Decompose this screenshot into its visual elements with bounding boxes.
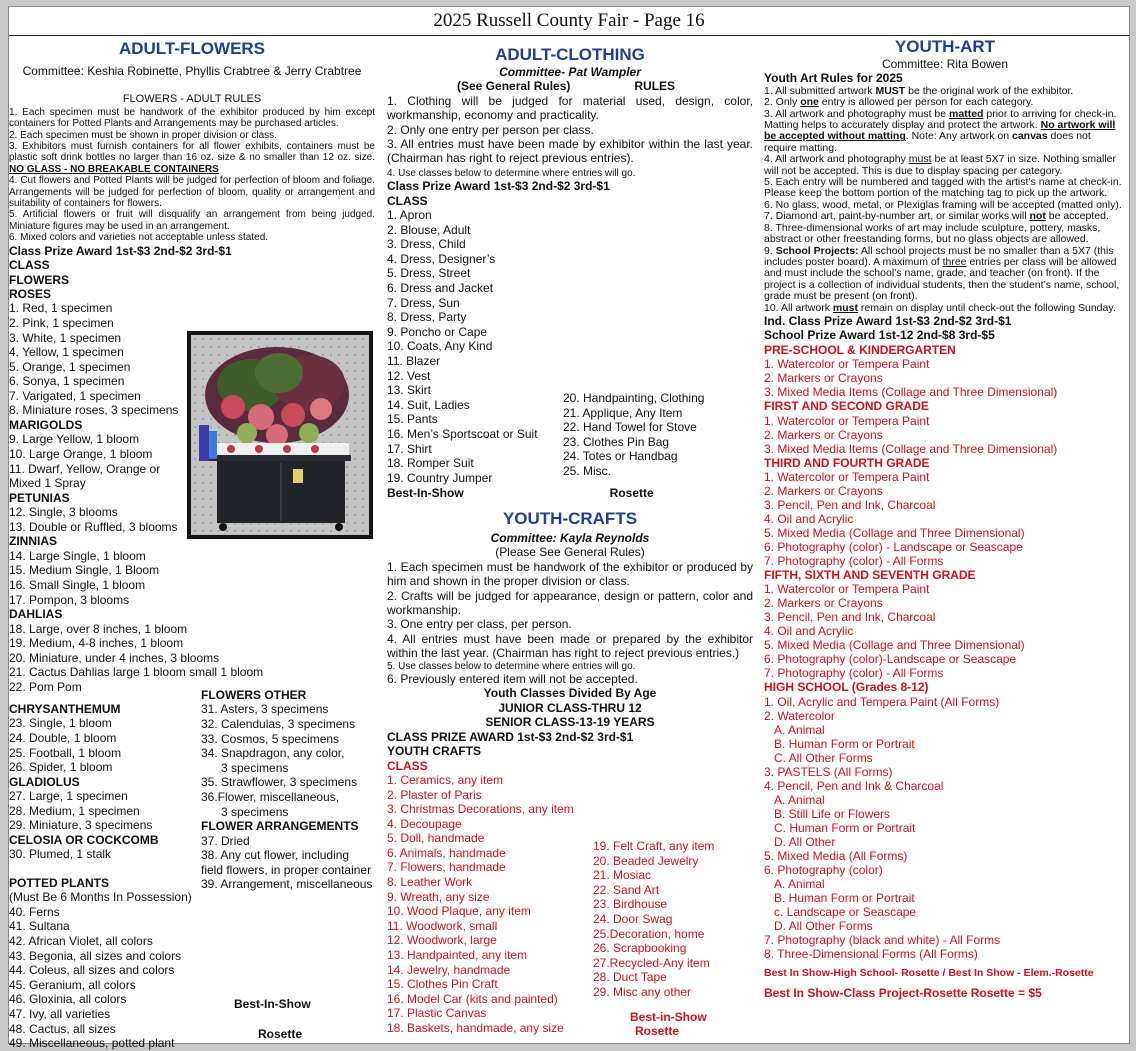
list-item: 8. Dress, Party: [387, 310, 467, 325]
list-item: 3. Pencil, Pen and Ink, Charcoal: [764, 497, 936, 512]
list-item: 38. Any cut flower, including: [201, 848, 350, 863]
list-item: D. All Other: [774, 834, 836, 849]
crafts-rule-3: 3. One entry per class, per person.: [387, 617, 572, 632]
list-item: 37. Dried: [201, 833, 250, 848]
list-item: 17. Pompon, 3 blooms: [9, 592, 130, 607]
list-item: 14. Jewelry, handmade: [387, 962, 511, 977]
flowers-other-list: [201, 702, 375, 819]
clothing-rule-3: 3. All entries must have been made by exhibitor within the last year. (Chairman has right to reject previous entries).: [387, 137, 753, 166]
marigolds-heading: MARIGOLDS: [9, 418, 83, 433]
clothing-rule-4: 4. Use classes below to determine where entries will go.: [387, 167, 636, 179]
art-ind-prize: Ind. Class Prize Award 1st-$3 2nd-$2 3rd-$1: [764, 313, 1012, 328]
list-item: B. Human Form or Portrait: [774, 890, 915, 905]
celosia-heading: CELOSIA OR COCKCOMB: [9, 832, 159, 847]
flowers-rule-2: 2. Each specimen must be shown in proper division or class.: [9, 129, 277, 141]
list-item: 22. Hand Towel for Stove: [563, 420, 697, 435]
list-item: 20. Miniature, under 4 inches, 3 blooms: [9, 650, 220, 665]
list-item: 7. Dress, Sun: [387, 295, 460, 310]
list-item: 21. Mosiac: [593, 868, 652, 883]
list-item: 1. Watercolor or Tempera Paint: [764, 357, 930, 372]
list-item: 3 specimens: [221, 804, 289, 819]
flower-arrangement-photo: [187, 331, 373, 539]
list-item: 3. Dress, Child: [387, 237, 466, 252]
list-item: 15. Medium Single, 1 Bloom: [9, 563, 160, 578]
list-item: 7. Photography (black and white) - All Forms: [764, 932, 1001, 947]
crafts-best-in-show: Best-in-Show: [630, 1010, 707, 1024]
list-item: 4. Oil and Acrylic: [764, 511, 854, 526]
flowers-rule-5: 5. Artificial flowers or fruit will disqualify an arrangement from being judged. Miniature figures may be used in an arrangement.: [9, 209, 375, 232]
list-item: 2. Watercolor: [764, 708, 835, 723]
list-item: 45. Geranium, all colors: [9, 977, 136, 992]
art-rule-7: 7. Diamond art, paint-by-number art, or similar works will not be accepted.: [764, 210, 1109, 223]
clothing-list-right: [563, 391, 753, 479]
list-item: 21. Cactus Dahlias large 1 bloom small 1 bloom: [9, 665, 264, 680]
list-item: 25. Misc.: [563, 463, 612, 478]
art-rule-3: 3. All artwork and photography must be matted prior to arriving for check-in. Matting helps to accurately display and protect the artwork. No artwork will be accepted without matting. Note: Any artwork on canvas does not require matting.: [764, 107, 1117, 154]
potted-plants-list: [9, 905, 199, 1051]
high-school-heading: HIGH SCHOOL (Grades 8-12): [764, 680, 929, 695]
list-item: 3 specimens: [221, 760, 289, 775]
art-rule-4: 4. All artwork and photography must be at least 5X7 in size. Nothing smaller will not be accepted. This is due to display spacing per category.: [764, 153, 1116, 177]
list-item: 47. Ivy, all varieties: [9, 1006, 111, 1021]
crafts-rule-4: 4. All entries must have been made or prepared by the exhibitor within the last year. (Chairman has right to reject previous entries.): [387, 631, 753, 661]
senior-class: SENIOR CLASS-13-19 YEARS: [485, 715, 655, 730]
best-in-show-school: Best In Show-High School- Rosette / Best In Show - Elem.-Rosette: [764, 966, 1094, 979]
flowers-rule-4: 4. Cut flowers and Potted Plants will be judged for perfection of bloom and foliage. Arrangements will be judged for perfection of bloom, quality or arrangement and suitability of containers for flowers.: [9, 175, 375, 210]
list-item: 31. Asters, 3 specimens: [201, 702, 329, 717]
page-title: 2025 Russell County Fair - Page 16: [9, 7, 1129, 36]
list-item: 16. Model Car (kits and painted): [387, 991, 558, 1006]
flower-arrangements-list: [201, 834, 375, 892]
list-item: 1. Ceramics, any item: [387, 772, 504, 787]
list-item: 25. Football, 1 bloom: [9, 745, 122, 760]
list-item: 7. Photography (color) - All Forms: [764, 553, 944, 568]
list-item: 15. Pants: [387, 412, 438, 427]
list-item: 1. Apron: [387, 208, 432, 223]
list-item: 23. Birdhouse: [593, 897, 668, 912]
list-item: 12. Vest: [387, 368, 431, 383]
list-item: c. Landscape or Seascape: [774, 904, 917, 919]
adult-flowers-column: [9, 35, 375, 1051]
flowers-rules-heading: FLOWERS - ADULT RULES: [122, 93, 262, 106]
art-rule-6: 6. No glass, wood, metal, or Plexiglas framing will be accepted (matted only).: [764, 198, 1122, 211]
list-item: 6. Photography (color): [764, 862, 883, 877]
list-item: 14. Suit, Ladies: [387, 397, 470, 412]
crafts-committee: Committee: Kayla Reynolds: [490, 531, 650, 545]
clothing-rule-2: 2. Only one entry per person per class.: [387, 122, 594, 137]
art-rule-8: 8. Three-dimensional works of art may include sculpture, pottery, masks, abstract or other freestanding forms, but no glass objects are allowed.: [764, 221, 1101, 246]
list-item: 4. Dress, Designer’s: [387, 251, 496, 266]
list-item: 6. Animals, handmade: [387, 845, 506, 860]
preschool-list: [764, 357, 1126, 399]
third-fourth-list: [764, 470, 1126, 568]
list-item: 28. Medium, 1 specimen: [9, 803, 140, 818]
list-item: field flowers, in proper container: [201, 862, 372, 877]
fair-page: [8, 6, 1130, 1051]
list-item: 8. Leather Work: [387, 875, 473, 890]
list-item: 2. Pink, 1 specimen: [9, 315, 114, 330]
list-item: 41. Sultana: [9, 919, 70, 934]
list-item: 19. Medium, 4-8 inches, 1 bloom: [9, 636, 184, 651]
celosia-list: [9, 847, 199, 862]
list-item: 7. Varigated, 1 specimen: [9, 388, 141, 403]
list-item: 15. Clothes Pin Craft: [387, 977, 498, 992]
third-fourth-heading: THIRD AND FOURTH GRADE: [764, 455, 930, 470]
list-item: 3. Mixed Media Items (Collage and Three Dimensional): [764, 441, 1058, 456]
list-item: 4. Yellow, 1 specimen: [9, 345, 124, 360]
flowers-rule-3: 3. Exhibitors must furnish containers for all flower exhibits, containers must be plastic soft drink bottles no larger than 16 oz. size & no smaller than 12 oz. size. NO GLASS - NO BREAKABLE CONTAINERS: [9, 141, 375, 175]
crafts-rule-6: 6. Previously entered item will not be accepted.: [387, 672, 638, 687]
adult-clothing-column: [387, 35, 753, 1043]
crafts-class-label: CLASS: [387, 758, 428, 773]
list-item: 3. PASTELS (All Forms): [764, 764, 893, 779]
list-item: 25.Decoration, home: [593, 926, 705, 941]
list-item: 2. Plaster of Paris: [387, 787, 482, 802]
list-item: Mixed 1 Spray: [9, 476, 86, 491]
list-item: C. All Other Forms: [774, 750, 873, 765]
list-item: 1. Red, 1 specimen: [9, 301, 113, 316]
art-rule-5: 5. Each entry will be numbered and tagged with the artist’s name at check-in. Please keep the bottom portion of the matching tag to pick up the artwork.: [764, 176, 1122, 200]
list-item: 4. Pencil, Pen and Ink & Charcoal: [764, 778, 944, 793]
list-item: A. Animal: [774, 792, 825, 807]
list-item: 5. Doll, handmade: [387, 831, 485, 846]
dahlias-list: [9, 622, 375, 695]
youth-art-heading: YOUTH-ART: [894, 37, 996, 56]
art-committee: Committee: Rita Bowen: [881, 57, 1009, 71]
list-item: 3. White, 1 specimen: [9, 330, 122, 345]
list-item: 12. Woodwork, large: [387, 933, 497, 948]
potted-plants-note: (Must Be 6 Months In Possession): [9, 890, 192, 905]
list-item: 7. Photography (color) - All Forms: [764, 666, 944, 681]
list-item: 33. Cosmos, 5 specimens: [201, 731, 340, 746]
list-item: 4. Decoupage: [387, 816, 462, 831]
flowers-committee: Committee: Keshia Robinette, Phyllis Crabtree & Jerry Crabtree: [22, 64, 362, 78]
list-item: 6. Photography (color) - Landscape or Seascape: [764, 539, 1023, 554]
list-item: 16. Small Single, 1 bloom: [9, 578, 146, 593]
clothing-rule-1: 1. Clothing will be judged for material used, design, color, workmanship, economy and practicality.: [387, 93, 753, 123]
flowers-other-heading: FLOWERS OTHER: [201, 688, 307, 702]
list-item: 3. Mixed Media Items (Collage and Three Dimensional): [764, 385, 1058, 400]
list-item: 1. Oil, Acrylic and Tempera Paint (All Forms): [764, 694, 1000, 709]
list-item: 1. Watercolor or Tempera Paint: [764, 469, 930, 484]
art-rule-2: 2. Only one entry is allowed per person for each category.: [764, 96, 1034, 109]
list-item: 5. Mixed Media (All Forms): [764, 848, 908, 863]
list-item: 48. Cactus, all sizes: [9, 1021, 116, 1036]
list-item: 43. Begonia, all sizes and colors: [9, 948, 182, 963]
flower-arrangements-heading: FLOWER ARRANGEMENTS: [201, 819, 359, 834]
first-second-heading: FIRST AND SECOND GRADE: [764, 399, 929, 414]
list-item: 18. Romper Suit: [387, 456, 474, 471]
art-rules-title: Youth Art Rules for 2025: [764, 71, 903, 86]
clothing-class-label: CLASS: [387, 193, 428, 208]
dahlias-heading: DAHLIAS: [9, 607, 63, 622]
flowers-rule-6: 6. Mixed colors and varieties not acceptable unless stated.: [9, 232, 269, 244]
list-item: 3. Christmas Decorations, any item: [387, 802, 574, 817]
list-item: A. Animal: [774, 722, 825, 737]
list-item: 9. Poncho or Cape: [387, 324, 488, 339]
list-item: 20. Handpainting, Clothing: [563, 391, 705, 405]
potted-plants-heading: POTTED PLANTS: [9, 875, 110, 890]
no-glass-notice: NO GLASS - NO BREAKABLE CONTAINERS: [9, 163, 219, 175]
list-item: 9. Wreath, any size: [387, 889, 490, 904]
list-item: 13. Double or Ruffled, 3 blooms: [9, 519, 178, 534]
list-item: 26. Spider, 1 bloom: [9, 760, 113, 775]
list-item: 2. Markers or Crayons: [764, 483, 883, 498]
list-item: 24. Totes or Handbag: [563, 449, 678, 464]
junior-class: JUNIOR CLASS-THRU 12: [498, 700, 642, 715]
list-item: 26. Scrapbooking: [593, 941, 687, 956]
flowers-rosette: Rosette: [258, 1027, 303, 1041]
list-item: 19. Felt Craft, any item: [593, 839, 715, 853]
list-item: 20. Beaded Jewelry: [593, 853, 699, 868]
crafts-rosette: Rosette: [635, 1024, 680, 1038]
list-item: 5. Mixed Media (Collage and Three Dimensional): [764, 525, 1025, 540]
list-item: 9. Large Yellow, 1 bloom: [9, 432, 140, 447]
list-item: 49. Miscellaneous, potted plant: [9, 1036, 175, 1051]
list-item: 46. Gloxinia, all colors: [9, 992, 127, 1007]
flowers-class-label: CLASS: [9, 258, 50, 273]
fifth-seventh-list: [764, 582, 1126, 680]
list-item: 23. Clothes Pin Bag: [563, 434, 670, 449]
list-item: B. Human Form or Portrait: [774, 736, 915, 751]
adult-clothing-heading: ADULT-CLOTHING: [495, 45, 645, 64]
crafts-rule-5: 5. Use classes below to determine where entries will go.: [387, 660, 636, 672]
best-in-show-project: Best In Show-Class Project-Rosette Rosette = $5: [764, 985, 1042, 1000]
list-item: 22. Pom Pom: [9, 680, 82, 694]
list-item: 5. Mixed Media (Collage and Three Dimensional): [764, 638, 1025, 653]
list-item: 10. Coats, Any Kind: [387, 339, 493, 354]
crafts-list-right: [593, 839, 753, 1000]
list-item: 24. Door Swag: [593, 911, 673, 926]
youth-art-column: [764, 35, 1126, 1043]
list-item: 30. Plumed, 1 stalk: [9, 847, 112, 862]
list-item: 8. Miniature roses, 3 specimens: [9, 403, 179, 418]
flowers-label: FLOWERS: [9, 272, 69, 287]
clothing-best-in-show: Best-In-Show Rosette: [387, 486, 654, 501]
list-item: 24. Double, 1 bloom: [9, 731, 117, 745]
list-item: 2. Markers or Crayons: [764, 427, 883, 442]
flower-cart-image: [191, 335, 369, 535]
first-second-list: [764, 414, 1126, 456]
preschool-heading: PRE-SCHOOL & KINDERGARTEN: [764, 342, 956, 357]
art-school-prize: School Prize Award 1st-12 2nd-$8 3rd-$5: [764, 328, 995, 343]
list-item: 17. Plastic Canvas: [387, 1006, 487, 1021]
flowers-best-in-show: Best-In-Show: [234, 997, 311, 1011]
petunias-heading: PETUNIAS: [9, 490, 70, 505]
list-item: 13. Handpainted, any item: [387, 948, 528, 963]
list-item: 4. Oil and Acrylic: [764, 624, 854, 639]
list-item: 10. Large Orange, 1 bloom: [9, 447, 153, 462]
gladiolus-heading: GLADIOLUS: [9, 774, 80, 789]
list-item: 27.Recycled-Any item: [593, 955, 710, 970]
list-item: 29. Misc any other: [593, 984, 692, 999]
list-item: 8. Three-Dimensional Forms (All Forms): [764, 946, 978, 961]
roses-heading: ROSES: [9, 286, 52, 301]
list-item: 29. Miniature, 3 specimens: [9, 818, 153, 833]
zinnias-heading: ZINNIAS: [9, 534, 57, 549]
list-item: 11. Woodwork, small: [387, 918, 498, 933]
list-item: 3. Pencil, Pen and Ink, Charcoal: [764, 610, 936, 625]
zinnias-list: [9, 549, 375, 607]
fifth-seventh-heading: FIFTH, SIXTH AND SEVENTH GRADE: [764, 567, 976, 582]
list-item: 35. Strawflower, 3 specimens: [201, 775, 358, 790]
list-item: 6. Photography (color)-Landscape or Seascape: [764, 652, 1017, 667]
list-item: 22. Sand Art: [593, 882, 660, 897]
list-item: 11. Blazer: [387, 354, 441, 368]
art-rule-1: 1. All submitted artwork MUST be the original work of the exhibitor.: [764, 84, 1074, 97]
list-item: 14. Large Single, 1 bloom: [9, 548, 146, 563]
list-item: B. Still Life or Flowers: [774, 806, 891, 821]
list-item: 6. Sonya, 1 specimen: [9, 374, 125, 389]
list-item: 40. Ferns: [9, 904, 60, 919]
list-item: 2. Markers or Crayons: [764, 371, 883, 386]
list-item: 12. Single, 3 blooms: [9, 505, 118, 520]
list-item: 5. Dress, Street: [387, 266, 471, 281]
list-item: 42. African Violet, all colors: [9, 933, 153, 948]
list-item: A. Animal: [774, 876, 825, 891]
crafts-rule-1: 1. Each specimen must be handwork of the exhibitor or produced by him and shown in the proper division or class.: [387, 559, 753, 589]
list-item: 17. Shirt: [387, 441, 432, 456]
list-item: 34. Snapdragon, any color,: [201, 746, 345, 761]
list-item: 1. Watercolor or Tempera Paint: [764, 582, 930, 597]
list-item: 2. Markers or Crayons: [764, 596, 883, 611]
list-item: 18. Large, over 8 inches, 1 bloom: [9, 621, 188, 636]
art-rule-9: 9. School Projects: All school projects must be no smaller than a 5X7 (this includes poster board). A maximum of three entries per class will be allowed and must include the school’s name, grade, and teacher (on front). If the project is a collection of individual students, then the student’s name, school, grade must be present (on front).: [764, 244, 1120, 303]
clothing-prize-award: Class Prize Award 1st-$3 2nd-$2 3rd-$1: [387, 179, 610, 194]
flowers-prize-award: Class Prize Award 1st-$3 2nd-$2 3rd-$1: [9, 243, 232, 258]
list-item: 13. Skirt: [387, 383, 432, 398]
list-item: 32. Calendulas, 3 specimens: [201, 717, 356, 731]
high-school-list: [764, 695, 1126, 961]
crafts-see-rules: (Please See General Rules): [495, 545, 645, 560]
list-item: 16. Men’s Sportscoat or Suit: [387, 426, 538, 441]
list-item: 23. Single, 1 bloom: [9, 716, 112, 731]
list-item: 39. Arrangement, miscellaneous: [201, 877, 373, 892]
list-item: 44. Coleus, all sizes and colors: [9, 963, 175, 978]
list-item: 1. Watercolor or Tempera Paint: [764, 413, 930, 428]
list-item: 18. Baskets, handmade, any size: [387, 1021, 564, 1035]
art-rule-10: 10. All artwork must remain on display until check-out the following Sunday.: [764, 301, 1116, 314]
youth-age-heading: Youth Classes Divided By Age: [483, 686, 657, 701]
youth-crafts-label: YOUTH CRAFTS: [387, 744, 481, 759]
list-item: 10. Wood Plaque, any item: [387, 904, 531, 919]
list-item: 5. Orange, 1 specimen: [9, 359, 131, 374]
list-item: 28. Duct Tape: [593, 970, 667, 985]
list-item: D. All Other Forms: [774, 918, 873, 933]
list-item: 27. Large, 1 specimen: [9, 789, 128, 804]
crafts-rule-2: 2. Crafts will be judged for appearance, design or pattern, color and workmanship.: [387, 588, 753, 618]
chrysanthemum-list: [9, 716, 199, 774]
flowers-rule-1: 1. Each specimen must be handwork of the exhibitor produced by him except containers for Potted Plants and Arrangements may be purchased articles.: [9, 106, 375, 130]
clothing-see-rules: (See General Rules) RULES: [457, 79, 676, 94]
list-item: 6. Dress and Jacket: [387, 281, 494, 296]
clothing-committee: Committee- Pat Wampler: [499, 65, 641, 79]
list-item: 7. Flowers, handmade: [387, 860, 506, 875]
list-item: 36.Flower, miscellaneous,: [201, 789, 340, 804]
gladiolus-list: [9, 789, 199, 833]
youth-crafts-heading: YOUTH-CRAFTS: [502, 509, 638, 528]
list-item: 2. Blouse, Adult: [387, 222, 471, 237]
list-item: 11. Dwarf, Yellow, Orange or: [9, 461, 161, 476]
list-item: C. Human Form or Portrait: [774, 820, 916, 835]
list-item: 21. Applique, Any Item: [563, 405, 683, 420]
list-item: 19. Country Jumper: [387, 470, 493, 485]
adult-flowers-heading: ADULT-FLOWERS: [118, 39, 266, 58]
crafts-prize-award: CLASS PRIZE AWARD 1st-$3 2nd-$2 3rd-$1: [387, 729, 634, 744]
chrysanthemum-heading: CHRYSANTHEMUM: [9, 702, 121, 716]
